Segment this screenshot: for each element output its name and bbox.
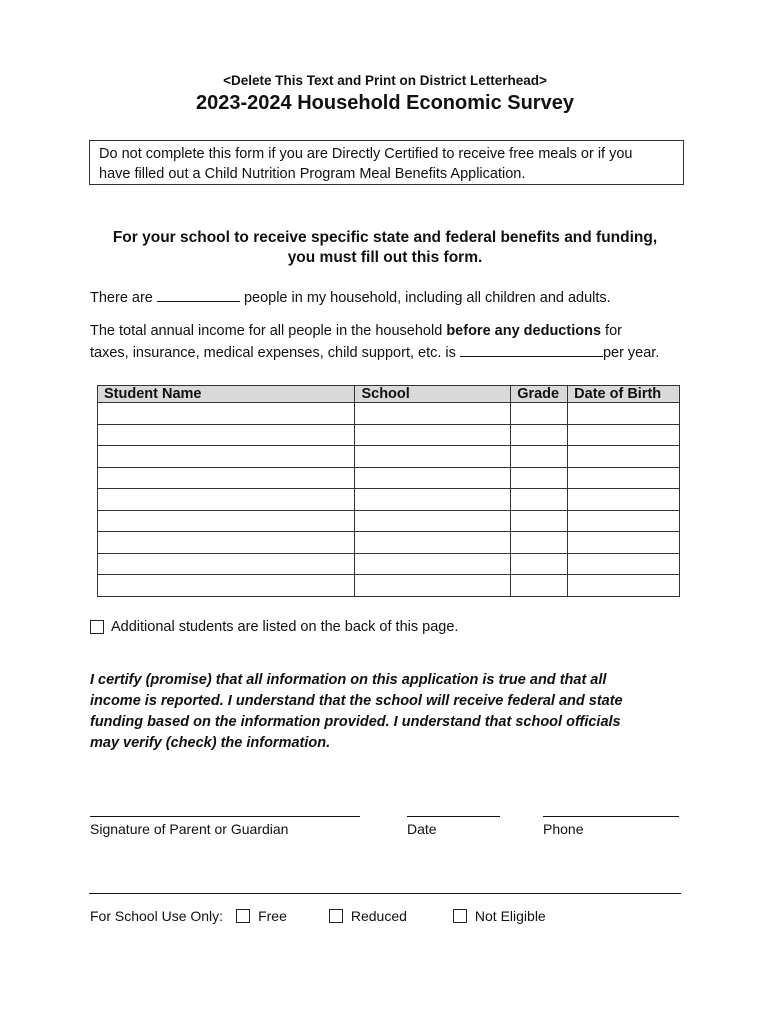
- letterhead-note: <Delete This Text and Print on District Letterhead>: [223, 73, 547, 88]
- date-of-birth-cell[interactable]: [568, 532, 680, 554]
- reduced-label: Reduced: [350, 908, 407, 924]
- free-checkbox[interactable]: [236, 909, 250, 923]
- grade-cell[interactable]: [511, 424, 568, 446]
- school-cell[interactable]: [355, 403, 511, 425]
- column-header-student-name: Student Name: [98, 386, 355, 403]
- school-cell[interactable]: [355, 553, 511, 575]
- option-reduced: [329, 908, 407, 924]
- grade-cell[interactable]: [511, 575, 568, 597]
- phone-label: Phone: [543, 821, 584, 837]
- emphasis-line-1: For your school to receive specific state and federal benefits and funding,: [112, 229, 658, 246]
- grade-cell[interactable]: [511, 553, 568, 575]
- date-of-birth-cell[interactable]: [568, 424, 680, 446]
- date-of-birth-cell[interactable]: [568, 575, 680, 597]
- student-name-cell[interactable]: [98, 424, 355, 446]
- table-row: [98, 403, 680, 425]
- column-header-date-of-birth: Date of Birth: [568, 386, 680, 403]
- student-name-cell[interactable]: [98, 575, 355, 597]
- student-name-cell[interactable]: [98, 467, 355, 489]
- student-name-cell[interactable]: [98, 403, 355, 425]
- income-text-2: for: [601, 323, 622, 339]
- certification-line-4: may verify (check) the information.: [90, 735, 331, 751]
- household-size-field[interactable]: [157, 287, 240, 302]
- column-header-grade: Grade: [511, 386, 568, 403]
- grade-cell[interactable]: [511, 532, 568, 554]
- reduced-checkbox[interactable]: [329, 909, 343, 923]
- date-of-birth-cell[interactable]: [568, 510, 680, 532]
- table-header-row: [98, 386, 680, 403]
- certification-line-1: I certify (promise) that all information on this application is true and that all: [90, 672, 607, 688]
- additional-students-checkbox[interactable]: [90, 620, 104, 634]
- grade-cell[interactable]: [511, 510, 568, 532]
- school-cell[interactable]: [355, 467, 511, 489]
- emphasis-line-2: you must fill out this form.: [287, 249, 483, 266]
- income-text-1: The total annual income for all people in the household: [90, 323, 447, 339]
- grade-cell[interactable]: [511, 467, 568, 489]
- funding-emphasis: [0, 228, 770, 268]
- school-cell[interactable]: [355, 489, 511, 511]
- table-row: [98, 532, 680, 554]
- student-rows: [98, 403, 680, 597]
- student-name-cell[interactable]: [98, 510, 355, 532]
- date-of-birth-cell[interactable]: [568, 489, 680, 511]
- table-row: [98, 467, 680, 489]
- table-row: [98, 446, 680, 468]
- signature-field[interactable]: [90, 816, 360, 817]
- household-size-sentence: [90, 287, 611, 306]
- income-line2-suffix: per year.: [602, 345, 660, 361]
- school-cell[interactable]: [355, 575, 511, 597]
- school-cell[interactable]: [355, 446, 511, 468]
- school-cell[interactable]: [355, 510, 511, 532]
- divider: [89, 893, 681, 894]
- free-label: Free: [258, 908, 287, 924]
- grade-cell[interactable]: [511, 489, 568, 511]
- annual-income-field[interactable]: [460, 342, 603, 357]
- grade-cell[interactable]: [511, 403, 568, 425]
- option-free: [236, 908, 287, 924]
- additional-students-label: Additional students are listed on the back of this page.: [111, 619, 459, 635]
- income-bold-text: before any deductions: [446, 323, 602, 339]
- table-row: [98, 424, 680, 446]
- phone-field[interactable]: [543, 816, 679, 817]
- date-of-birth-cell[interactable]: [568, 446, 680, 468]
- school-cell[interactable]: [355, 532, 511, 554]
- student-name-cell[interactable]: [98, 553, 355, 575]
- not-eligible-label: Not Eligible: [474, 908, 546, 924]
- grade-cell[interactable]: [511, 446, 568, 468]
- school-use-section: [90, 908, 546, 924]
- column-header-school: School: [355, 386, 511, 403]
- school-use-label: For School Use Only:: [90, 908, 224, 924]
- option-not-eligible: [453, 908, 546, 924]
- certification-line-3: funding based on the information provided. I understand that school officials: [90, 714, 621, 730]
- household-suffix: people in my household, including all children and adults.: [243, 290, 611, 306]
- certification-statement: [90, 670, 670, 754]
- page-title: 2023-2024 Household Economic Survey: [196, 92, 574, 114]
- signature-label: Signature of Parent or Guardian: [90, 821, 289, 837]
- table-row: [98, 553, 680, 575]
- students-table: [97, 385, 680, 597]
- table-row: [98, 489, 680, 511]
- date-of-birth-cell[interactable]: [568, 403, 680, 425]
- school-cell[interactable]: [355, 424, 511, 446]
- student-name-cell[interactable]: [98, 446, 355, 468]
- table-row: [98, 575, 680, 597]
- income-line2-prefix: taxes, insurance, medical expenses, child support, etc. is: [90, 345, 456, 361]
- not-eligible-checkbox[interactable]: [453, 909, 467, 923]
- student-name-cell[interactable]: [98, 489, 355, 511]
- notice-line-2: have filled out a Child Nutrition Program Meal Benefits Application.: [99, 166, 526, 182]
- additional-students-option: [90, 619, 458, 635]
- date-field[interactable]: [407, 816, 500, 817]
- table-row: [98, 510, 680, 532]
- notice-line-1: Do not complete this form if you are Directly Certified to receive free meals or if you: [99, 146, 633, 162]
- date-label: Date: [407, 821, 437, 837]
- household-prefix: There are: [90, 290, 153, 306]
- certification-line-2: income is reported. I understand that the school will receive federal and state: [90, 693, 623, 709]
- date-of-birth-cell[interactable]: [568, 467, 680, 489]
- annual-income-sentence: [90, 321, 659, 364]
- student-name-cell[interactable]: [98, 532, 355, 554]
- direct-certification-notice: [89, 140, 684, 185]
- date-of-birth-cell[interactable]: [568, 553, 680, 575]
